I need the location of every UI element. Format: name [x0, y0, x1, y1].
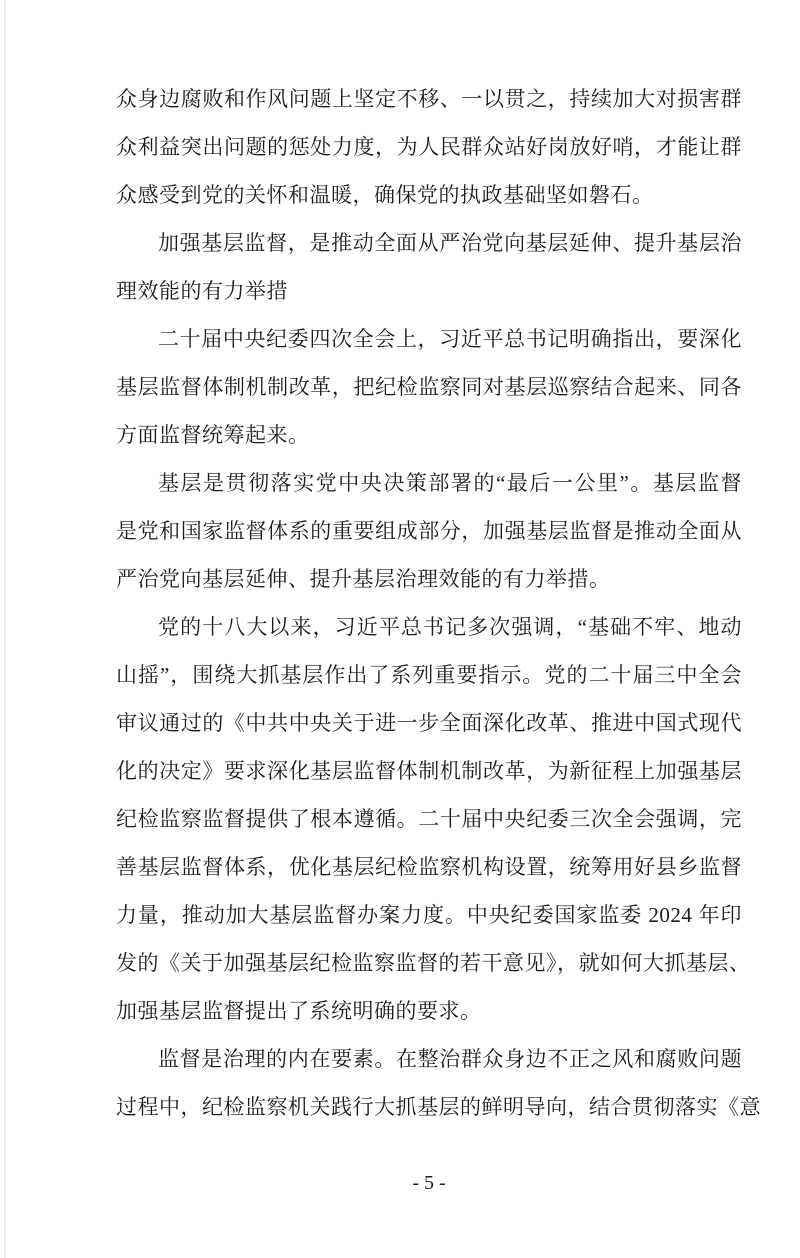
text-line: 方面监督统筹起来。	[116, 423, 310, 447]
text-line: 众感受到党的关怀和温暖，确保党的执政基础坚如磐石。	[116, 183, 654, 207]
document-content	[116, 75, 761, 1131]
text-line: 化的决定》要求深化基层监督体制机制改革，为新征程上加强基层	[116, 759, 742, 783]
page-left-edge-line	[4, 0, 6, 1258]
paragraph	[116, 75, 742, 219]
text-line: 基层监督体制机制改革，把纪检监察同对基层巡察结合起来、同各	[116, 375, 742, 399]
text-line: 加强基层监督，是推动全面从严治党向基层延伸、提升基层治	[158, 231, 742, 255]
text-line: 审议通过的《中共中央关于进一步全面深化改革、推进中国式现代	[116, 711, 742, 735]
paragraph	[116, 315, 742, 459]
text-line: 力量，推动加大基层监督办案力度。中央纪委国家监委 2024 年印	[116, 903, 742, 927]
text-line: 过程中，纪检监察机关践行大抓基层的鲜明导向，结合贯彻落实《意	[116, 1095, 761, 1119]
text-line: 监督是治理的内在要素。在整治群众身边不正之风和腐败问题	[158, 1047, 742, 1071]
text-line: 山摇”，围绕大抓基层作出了系列重要指示。党的二十届三中全会	[116, 663, 742, 687]
text-line: 善基层监督体系，优化基层纪检监察机构设置，统筹用好县乡监督	[116, 855, 742, 879]
paragraph	[116, 459, 742, 603]
text-line: 众利益突出问题的惩处力度，为人民群众站好岗放好哨，才能让群	[116, 135, 742, 159]
page-number: - 5 -	[412, 1172, 446, 1194]
paragraph	[116, 603, 751, 1035]
text-line: 党的十八大以来，习近平总书记多次强调，“基础不牢、地动	[158, 615, 742, 639]
section-heading	[116, 219, 742, 315]
text-line: 严治党向基层延伸、提升基层治理效能的有力举措。	[116, 567, 611, 591]
text-line: 加强基层监督提出了系统明确的要求。	[116, 999, 482, 1023]
text-line: 二十届中央纪委四次全会上，习近平总书记明确指出，要深化	[158, 327, 742, 351]
paragraph	[116, 1035, 761, 1131]
text-line: 纪检监察监督提供了根本遵循。二十届中央纪委三次全会强调，完	[116, 807, 742, 831]
text-line: 基层是贯彻落实党中央决策部署的“最后一公里”。基层监督	[158, 471, 742, 495]
page-footer	[116, 1168, 742, 1198]
text-line: 是党和国家监督体系的重要组成部分，加强基层监督是推动全面从	[116, 519, 742, 543]
text-line: 理效能的有力举措	[116, 279, 288, 303]
text-line: 众身边腐败和作风问题上坚定不移、一以贯之，持续加大对损害群	[116, 87, 742, 111]
text-line: 发的《关于加强基层纪检监察监督的若干意见》，就如何大抓基层、	[116, 951, 751, 975]
